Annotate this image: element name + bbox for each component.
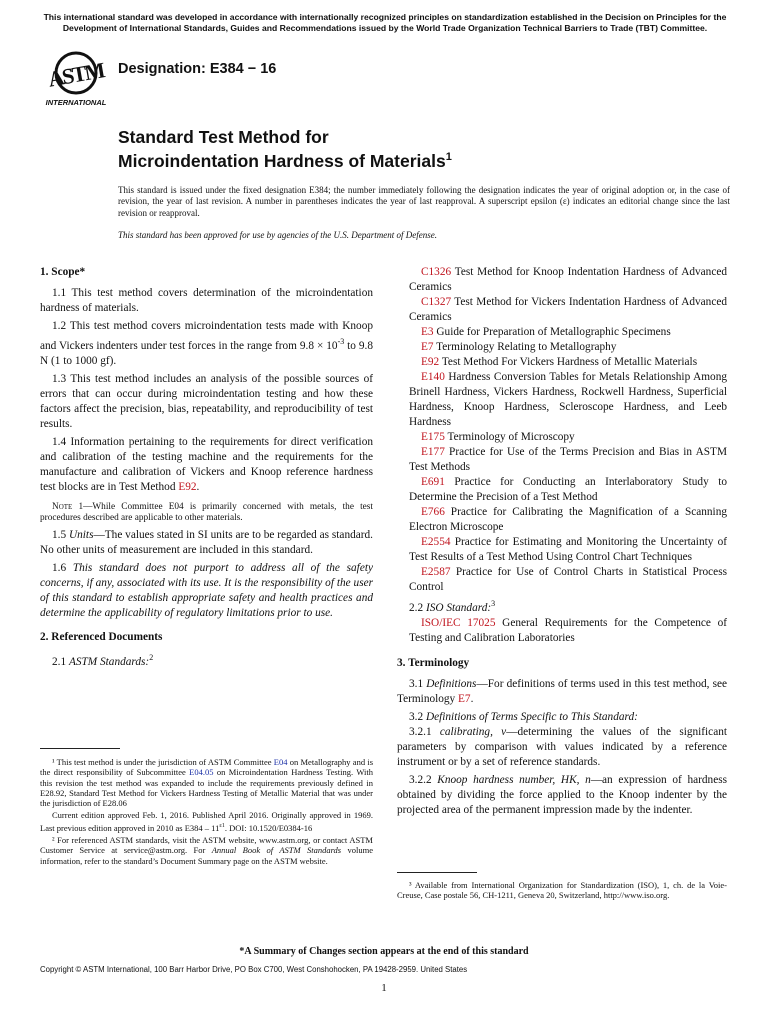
link-e7[interactable]: E7 bbox=[458, 692, 471, 705]
title-footnote-mark: 1 bbox=[445, 151, 452, 163]
reference-code-link[interactable]: E2587 bbox=[421, 566, 451, 578]
astm-logo-icon bbox=[42, 50, 110, 108]
para-1-5: 1.5 Units—The values stated in SI units are to be regarded as standard. No other units of measurement are included in this standard. bbox=[40, 528, 373, 556]
reference-title: Practice for Use of Control Charts in Statistical Process Control bbox=[409, 566, 727, 593]
reference-code-link[interactable]: C1327 bbox=[421, 296, 452, 308]
link-iso-iec-17025[interactable]: ISO/IEC 17025 bbox=[421, 616, 496, 629]
reference-title: Test Method for Knoop Indentation Hardness of Advanced Ceramics bbox=[409, 266, 727, 293]
reference-title: Practice for Calibrating the Magnification of a Scanning Electron Microscope bbox=[409, 506, 727, 533]
para-3-2-1: 3.2.1 calibrating, v—determining the values of the significant parameters by comparison with values indicated by a reference instrument or by a set of reference standards. bbox=[397, 725, 727, 768]
title-line-1: Standard Test Method for bbox=[118, 127, 329, 147]
astm-logo bbox=[42, 50, 110, 108]
para-2-2: 2.2 ISO Standard:$^3$ bbox=[409, 599, 496, 614]
footnote-rule-right bbox=[397, 872, 477, 873]
para-3-2-2: 3.2.2 Knoop hardness number, HK, n—an expression of hardness obtained by dividing the force applied to the Knoop indenter by the projected area of the permanent impression made by the indenter. bbox=[397, 773, 727, 816]
para-3-2: 3.2 Definitions of Terms Specific to This Standard: bbox=[409, 710, 638, 723]
page-title bbox=[118, 127, 452, 171]
reference-item bbox=[397, 265, 727, 295]
reference-item bbox=[397, 355, 727, 370]
reference-code-link[interactable]: E3 bbox=[421, 326, 434, 338]
para-1-3: 1.3 This test method includes an analysis of the possible sources of errors that can occur during microindentation testing and how these factors affect the precision, bias, repeatability, and reproducibility of test results. bbox=[40, 372, 373, 430]
reference-item bbox=[397, 295, 727, 325]
reference-title: Guide for Preparation of Metallographic Specimens bbox=[433, 326, 671, 338]
reference-title: Practice for Use of the Terms Precision and Bias in ASTM Test Methods bbox=[409, 446, 727, 473]
link-e92[interactable]: E92 bbox=[178, 480, 197, 493]
page-number: 1 bbox=[381, 982, 387, 994]
reference-item bbox=[397, 445, 727, 475]
para-1-2: 1.2 This test method covers microindentation tests made with Knoop and Vickers indenters under test forces in the range from $9.8 \times 10^{-3}$ to 9.8 N (1 to 1000 gf). bbox=[40, 320, 374, 367]
footnote-rule-left bbox=[40, 748, 120, 749]
reference-code-link[interactable]: E691 bbox=[421, 476, 445, 488]
title-line-2: Microindentation Hardness of Materials bbox=[118, 150, 446, 171]
para-3-1: 3.1 Definitions—For definitions of terms used in this test method, see Terminology E7. bbox=[397, 677, 727, 705]
reference-code-link[interactable]: E2554 bbox=[421, 536, 451, 548]
reference-code-link[interactable]: E92 bbox=[421, 356, 440, 368]
terminology-heading: 3. Terminology bbox=[397, 656, 470, 669]
footnotes-right bbox=[397, 880, 727, 901]
reference-title: Terminology of Microscopy bbox=[444, 431, 575, 443]
reference-code-link[interactable]: C1326 bbox=[421, 266, 452, 278]
reference-title: Terminology Relating to Metallography bbox=[433, 341, 617, 353]
reference-code-link[interactable]: E175 bbox=[421, 431, 445, 443]
footnote-3: ³ Available from International Organization for Standardization (ISO), 1, ch. de la Voie-Creuse, Case postale 56, CH-1211, Geneva 20, Switzerland, http://www.iso.org. bbox=[397, 880, 727, 901]
reference-code-link[interactable]: E766 bbox=[421, 506, 445, 518]
note-1: Note 1—While Committee E04 is primarily concerned with metals, the test procedures described are applicable to other materials. bbox=[40, 501, 373, 524]
reference-item bbox=[397, 565, 727, 595]
link-e04-05[interactable]: E04.05 bbox=[189, 767, 214, 778]
logo-text: ASTM bbox=[46, 57, 106, 92]
footnotes-left bbox=[40, 757, 373, 866]
logo-subtext: INTERNATIONAL bbox=[45, 98, 107, 107]
designation: Designation: E384 − 16 bbox=[118, 61, 277, 77]
reference-item bbox=[397, 370, 727, 430]
reference-item bbox=[397, 475, 727, 505]
footnote-2: ² For referenced ASTM standards, visit the ASTM website, www.astm.org, or contact ASTM Customer Service at service@astm.org. For Annual Book of ASTM Standards volume information, refer to the standard’s Document Summary page on the ASTM website. bbox=[40, 834, 373, 866]
para-1-6: 1.6 This standard does not purport to address all of the safety concerns, if any, associated with its use. It is the responsibility of the user of this standard to establish appropriate safety and health practices and determine the applicability of regulatory limitations prior to use. bbox=[40, 561, 373, 619]
reference-item bbox=[397, 430, 727, 445]
link-e04[interactable]: E04 bbox=[273, 757, 288, 767]
summary-of-changes-note: *A Summary of Changes section appears at the end of this standard bbox=[239, 946, 529, 957]
footnote-1-edition: Current edition approved Feb. 1, 2016. Published April 2016. Originally approved in 1969. Last previous edition approved in 2010 as $E384 - 11^{\varepsilon 1}$. DOI: 10.1520/E0384-16 bbox=[40, 810, 373, 833]
reference-title: Test Method for Vickers Indentation Hardness of Advanced Ceramics bbox=[409, 296, 727, 323]
reference-code-link[interactable]: E140 bbox=[421, 371, 445, 383]
refdocs-heading: 2. Referenced Documents bbox=[40, 630, 163, 643]
para-1-4: 1.4 Information pertaining to the requirements for direct verification and calibration of the testing machine and the requirements for the manufacture and calibration of Vickers and Knoop reference hardness test blocks are in Test Method E92. bbox=[40, 435, 373, 493]
astm-reference-list bbox=[397, 265, 727, 595]
issue-statement: This standard is issued under the fixed designation E384; the number immediately following the designation indicates the year of original adoption or, in the case of revision, the year of last revision. A number in parentheses indicates the year of last reapproval. A superscript epsilon (ε) indicates an editorial change since the last revision or reapproval. bbox=[118, 185, 730, 218]
scope-heading: 1. Scope* bbox=[40, 266, 86, 278]
footnote-1: ¹ This test method is under the jurisdiction of ASTM Committee E04 on Metallography and is the direct responsibility of Subcommittee E04.05 on Microindentation Hardness Testing. With this revision the test method was expanded to include the requirements previously defined in E28.92, Standard Test Method for Vickers Hardness Testing of Metallic Material that was under the jurisdiction of E28.06 bbox=[40, 757, 374, 809]
left-column bbox=[40, 265, 373, 670]
reference-code-link[interactable]: E177 bbox=[421, 446, 445, 458]
copyright: Copyright © ASTM International, 100 Barr Harbor Drive, PO Box C700, West Conshohocken, PA 19428-2959. United States bbox=[40, 965, 468, 974]
right-column bbox=[397, 265, 727, 818]
dod-approval: This standard has been approved for use by agencies of the U.S. Department of Defense. bbox=[118, 230, 438, 240]
reference-item bbox=[397, 505, 727, 535]
para-2-1: 2.1 ASTM Standards:$^2$ bbox=[52, 652, 154, 668]
reference-code-link[interactable]: E7 bbox=[421, 341, 434, 353]
reference-title: Practice for Conducting an Interlaboratory Study to Determine the Precision of a Test Method bbox=[409, 476, 727, 503]
reference-item bbox=[397, 325, 727, 340]
para-1-1: 1.1 This test method covers determination of the microindentation hardness of materials. bbox=[40, 287, 373, 314]
reference-title: Hardness Conversion Tables for Metals Relationship Among Brinell Hardness, Vickers Hardness, Rockwell Hardness, Superficial Hardness, Knoop Hardness, Scleroscope Hardness, and Leeb Hardness bbox=[409, 371, 727, 428]
tbt-notice: This international standard was developed in accordance with internationally recognized principles on standardization established in the Decision on Principles for the Development of International Standards, Guides and Recommendations issued by the World Trade Organization Technical Barriers to Trade (TBT) Committee. bbox=[43, 12, 727, 33]
reference-item bbox=[397, 535, 727, 565]
reference-item bbox=[397, 340, 727, 355]
reference-title: Test Method For Vickers Hardness of Metallic Materials bbox=[439, 356, 698, 368]
reference-title: Practice for Estimating and Monitoring the Uncertainty of Test Results of a Test Method Using Control Chart Techniques bbox=[409, 536, 727, 563]
ref-iso-17025: ISO/IEC 17025 General Requirements for the Competence of Testing and Calibration Laboratories bbox=[409, 616, 727, 644]
